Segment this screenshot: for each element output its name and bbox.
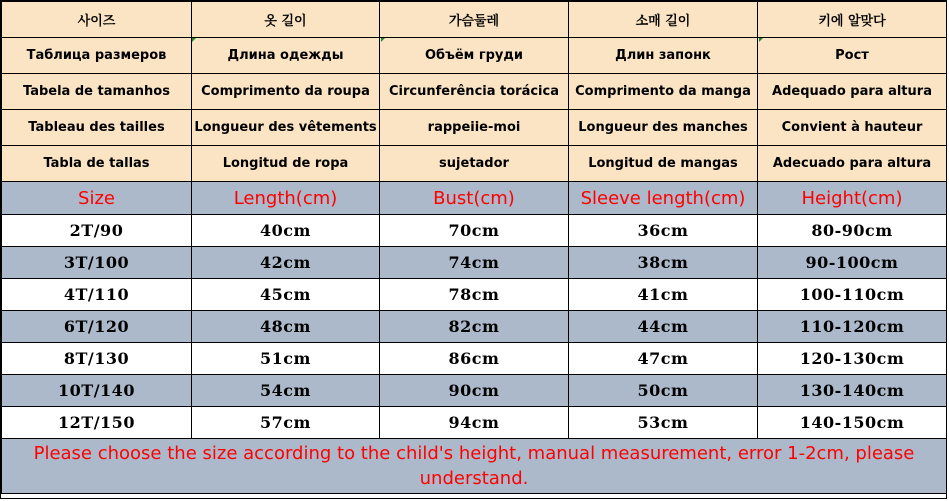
note-row — [2, 439, 947, 494]
portuguese-label-row — [2, 74, 947, 110]
bust-cell: 74cm — [380, 247, 569, 279]
label-cell: Таблица размеров — [2, 38, 192, 74]
label-cell: Longitud de ropa — [192, 146, 380, 182]
table-row — [2, 279, 947, 311]
header-height: Height(cm) — [758, 182, 947, 215]
label-cell: Longueur des vêtements — [192, 110, 380, 146]
sleeve-cell: 47cm — [569, 343, 758, 375]
label-cell: Объём груди — [380, 38, 569, 74]
french-label-row — [2, 110, 947, 146]
size-cell: 2T/90 — [2, 215, 192, 247]
size-advice-note: Please choose the size according to the child's height, manual measurement, error 1-2cm, please understand. — [2, 439, 947, 494]
header-bust: Bust(cm) — [380, 182, 569, 215]
bust-cell: 86cm — [380, 343, 569, 375]
table-row — [2, 375, 947, 407]
height-cell: 100-110cm — [758, 279, 947, 311]
label-cell: Comprimento da roupa — [192, 74, 380, 110]
label-cell: Circunferência torácica — [380, 74, 569, 110]
spanish-label-row — [2, 146, 947, 182]
label-cell: Adecuado para altura — [758, 146, 947, 182]
height-cell: 130-140cm — [758, 375, 947, 407]
label-cell: Convient à hauteur — [758, 110, 947, 146]
bust-cell: 78cm — [380, 279, 569, 311]
height-cell: 120-130cm — [758, 343, 947, 375]
size-cell: 10T/140 — [2, 375, 192, 407]
length-cell: 45cm — [192, 279, 380, 311]
label-cell: Tabela de tamanhos — [2, 74, 192, 110]
bust-cell: 70cm — [380, 215, 569, 247]
label-cell: 옷 길이 — [192, 2, 380, 38]
bust-cell: 94cm — [380, 407, 569, 439]
height-cell: 80-90cm — [758, 215, 947, 247]
height-cell: 140-150cm — [758, 407, 947, 439]
length-cell: 54cm — [192, 375, 380, 407]
sleeve-cell: 53cm — [569, 407, 758, 439]
label-cell: Longueur des manches — [569, 110, 758, 146]
table-row — [2, 215, 947, 247]
comment-marker-icon — [759, 38, 763, 42]
sleeve-cell: 44cm — [569, 311, 758, 343]
size-cell: 4T/110 — [2, 279, 192, 311]
sleeve-cell: 38cm — [569, 247, 758, 279]
label-cell: Длин запонк — [569, 38, 758, 74]
korean-label-row — [2, 2, 947, 38]
length-cell: 57cm — [192, 407, 380, 439]
label-cell: Рост — [758, 38, 947, 74]
label-cell: Comprimento da manga — [569, 74, 758, 110]
header-size: Size — [2, 182, 192, 215]
table-row — [2, 247, 947, 279]
height-cell: 110-120cm — [758, 311, 947, 343]
label-cell: Длина одежды — [192, 38, 380, 74]
russian-label-row — [2, 38, 947, 74]
label-cell: sujetador — [380, 146, 569, 182]
label-cell: Longitud de mangas — [569, 146, 758, 182]
size-cell: 12T/150 — [2, 407, 192, 439]
label-cell: Adequado para altura — [758, 74, 947, 110]
label-cell: 가슴둘레 — [380, 2, 569, 38]
table-row — [2, 407, 947, 439]
label-cell: Tableau des tailles — [2, 110, 192, 146]
header-sleeve-length: Sleeve length(cm) — [569, 182, 758, 215]
comment-marker-icon — [381, 38, 385, 42]
comment-marker-icon — [192, 38, 196, 42]
sleeve-cell: 41cm — [569, 279, 758, 311]
size-cell: 3T/100 — [2, 247, 192, 279]
english-header-row — [2, 182, 947, 215]
sleeve-cell: 50cm — [569, 375, 758, 407]
label-cell: 소매 길이 — [569, 2, 758, 38]
label-cell: 사이즈 — [2, 2, 192, 38]
length-cell: 40cm — [192, 215, 380, 247]
label-cell: rappeiie-moi — [380, 110, 569, 146]
header-length: Length(cm) — [192, 182, 380, 215]
bust-cell: 82cm — [380, 311, 569, 343]
size-cell: 6T/120 — [2, 311, 192, 343]
table-row — [2, 343, 947, 375]
height-cell: 90-100cm — [758, 247, 947, 279]
length-cell: 48cm — [192, 311, 380, 343]
length-cell: 42cm — [192, 247, 380, 279]
length-cell: 51cm — [192, 343, 380, 375]
size-table — [1, 1, 947, 494]
size-cell: 8T/130 — [2, 343, 192, 375]
bust-cell: 90cm — [380, 375, 569, 407]
label-cell: 키에 알맞다 — [758, 2, 947, 38]
sleeve-cell: 36cm — [569, 215, 758, 247]
label-cell: Tabla de tallas — [2, 146, 192, 182]
table-row — [2, 311, 947, 343]
